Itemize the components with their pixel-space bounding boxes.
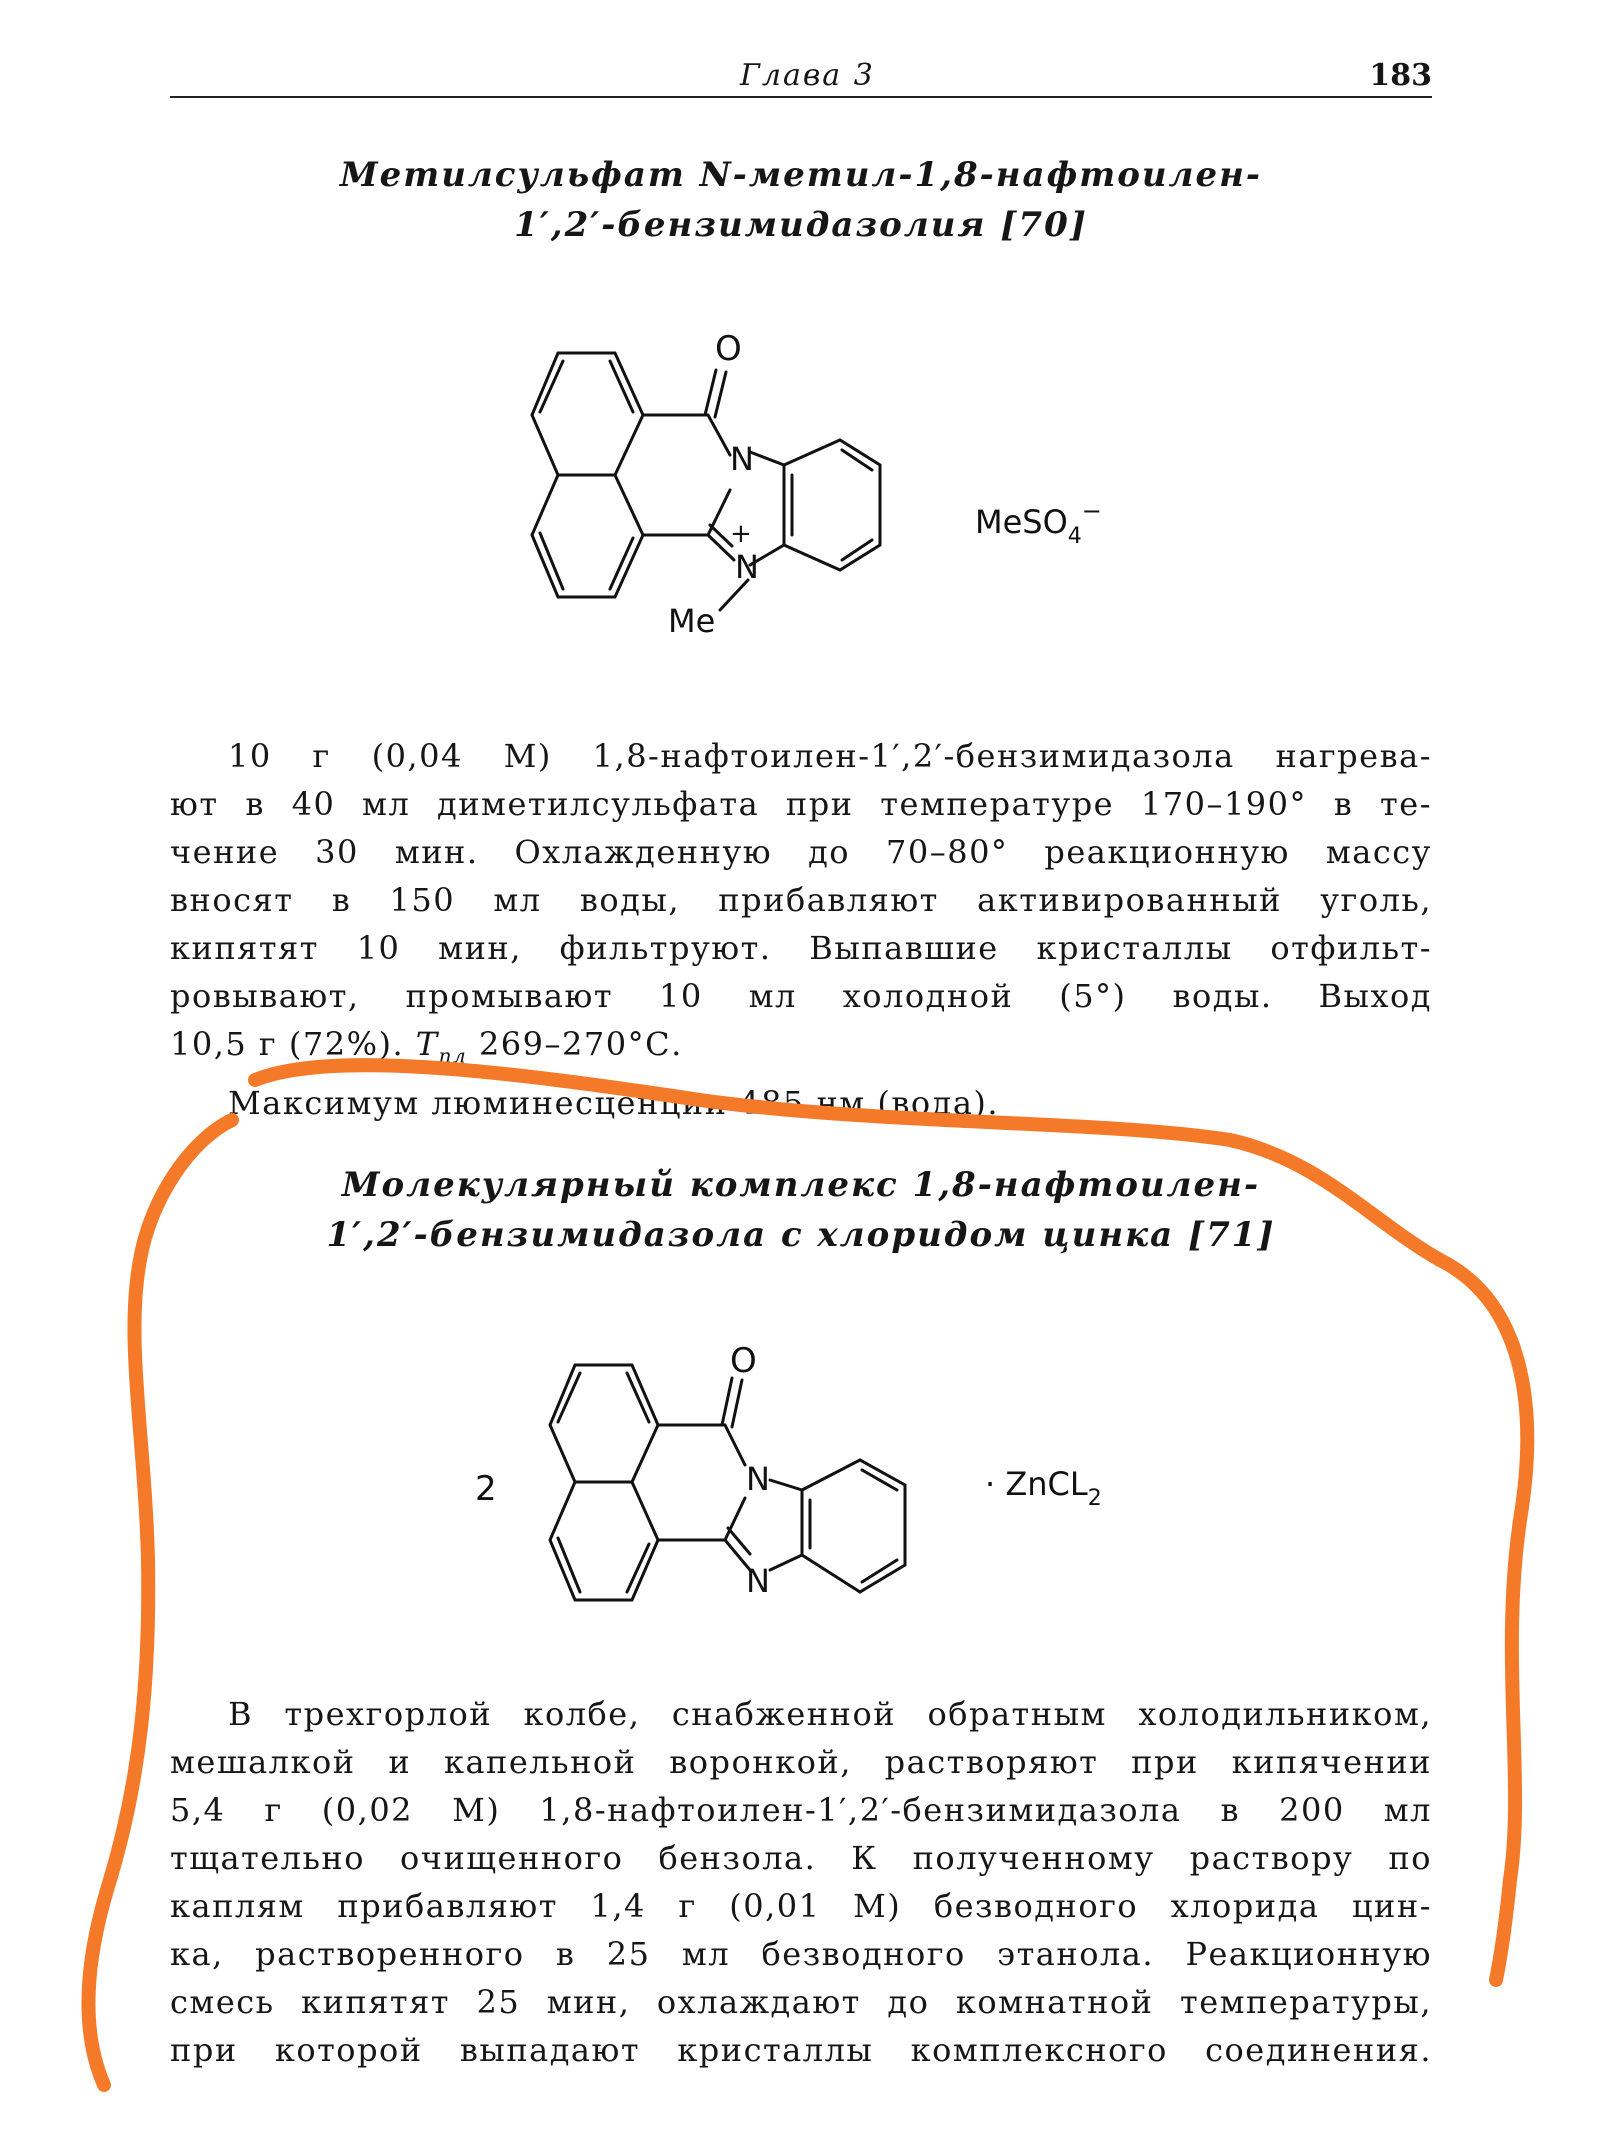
oxygen-label-1: O — [715, 329, 742, 369]
text-line: 10 г (0,04 М) 1,8-нафтоилен-1′,2′-бензимидазола нагрева- — [228, 737, 1432, 775]
section-1-title-line-1: Метилсульфат N-метил-1,8-нафтоилен- — [339, 155, 1263, 195]
oxygen-label-2: O — [730, 1341, 757, 1381]
nitrogen-label-1b: N — [735, 548, 759, 586]
text-line: кипятят 10 мин, фильтруют. Выпавшие кристаллы отфильт- — [170, 929, 1432, 967]
text-line: тщательно очищенного бензола. К полученному раствору по — [170, 1839, 1432, 1877]
structure-1-methylsulfate — [480, 320, 1140, 650]
nitrogen-label-2b: N — [746, 1562, 770, 1600]
structure-2-zinc-complex — [460, 1330, 1160, 1630]
text-line: каплям прибавляют 1,4 г (0,01 М) безводного хлорида цин- — [170, 1887, 1432, 1925]
counterion-label: MeSO$_4$− — [975, 497, 1102, 549]
section-1-title — [170, 150, 1432, 250]
zinc-chloride-label: · ZnCL$_2$ — [985, 1465, 1102, 1511]
naphthalene-ring-2 — [550, 1365, 658, 1600]
page-number: 183 — [1369, 58, 1432, 93]
yield-line: 10,5 г (72%). $T_{пл}$ 269–270°С. — [170, 1025, 683, 1068]
text-line: ют в 40 мл диметилсульфата при температуре 170–190° в те- — [170, 785, 1432, 823]
nitrogen-label-2a: N — [746, 1460, 770, 1498]
coefficient-label: 2 — [475, 1469, 497, 1509]
text-line: мешалкой и капельной воронкой, растворяют при кипячении — [170, 1743, 1432, 1781]
section-2-title-line-1: Молекулярный комплекс 1,8-нафтоилен- — [341, 1165, 1261, 1205]
section-1-paragraph — [170, 732, 1432, 1127]
imidazo-linkage-1 — [643, 370, 784, 610]
text-line: при которой выпадают кристаллы комплексного соединения. — [170, 2031, 1432, 2069]
text-line: смесь кипятят 25 мин, охлаждают до комнатной температуры, — [170, 1983, 1432, 2021]
benzo-ring-2 — [802, 1460, 905, 1592]
section-2-title — [170, 1160, 1432, 1260]
text-line: 5,4 г (0,02 М) 1,8-нафтоилен-1′,2′-бензимидазола в 200 мл — [170, 1791, 1432, 1829]
text-line: ка, растворенного в 25 мл безводного этанола. Реакционную — [170, 1935, 1432, 1973]
luminescence-line: Максимум люминесценции 485 нм (вода). — [228, 1084, 1000, 1123]
naphthalene-ring-1 — [532, 353, 643, 597]
section-1-title-line-2: 1′,2′-бензимидазолия [70] — [514, 205, 1088, 245]
text-line: вносят в 150 мл воды, прибавляют активированный уголь, — [170, 881, 1432, 919]
chapter-label: Глава 3 — [740, 58, 875, 93]
methyl-label: Me — [668, 602, 716, 640]
text-line: В трехгорлой колбе, снабженной обратным холодильником, — [228, 1695, 1432, 1733]
section-2-paragraph — [170, 1690, 1432, 2074]
nitrogen-label-1a: N — [730, 440, 754, 478]
running-header — [170, 56, 1432, 98]
text-line: чение 30 мин. Охлажденную до 70–80° реакционную массу — [170, 833, 1432, 871]
text-line: ровывают, промывают 10 мл холодной (5°) воды. Выход — [170, 977, 1432, 1015]
positive-charge-label: + — [730, 519, 752, 549]
section-2-title-line-2: 1′,2′-бензимидазола с хлоридом цинка [71] — [326, 1215, 1276, 1255]
benzo-ring-1 — [784, 440, 880, 570]
imidazo-linkage-2 — [658, 1378, 802, 1570]
